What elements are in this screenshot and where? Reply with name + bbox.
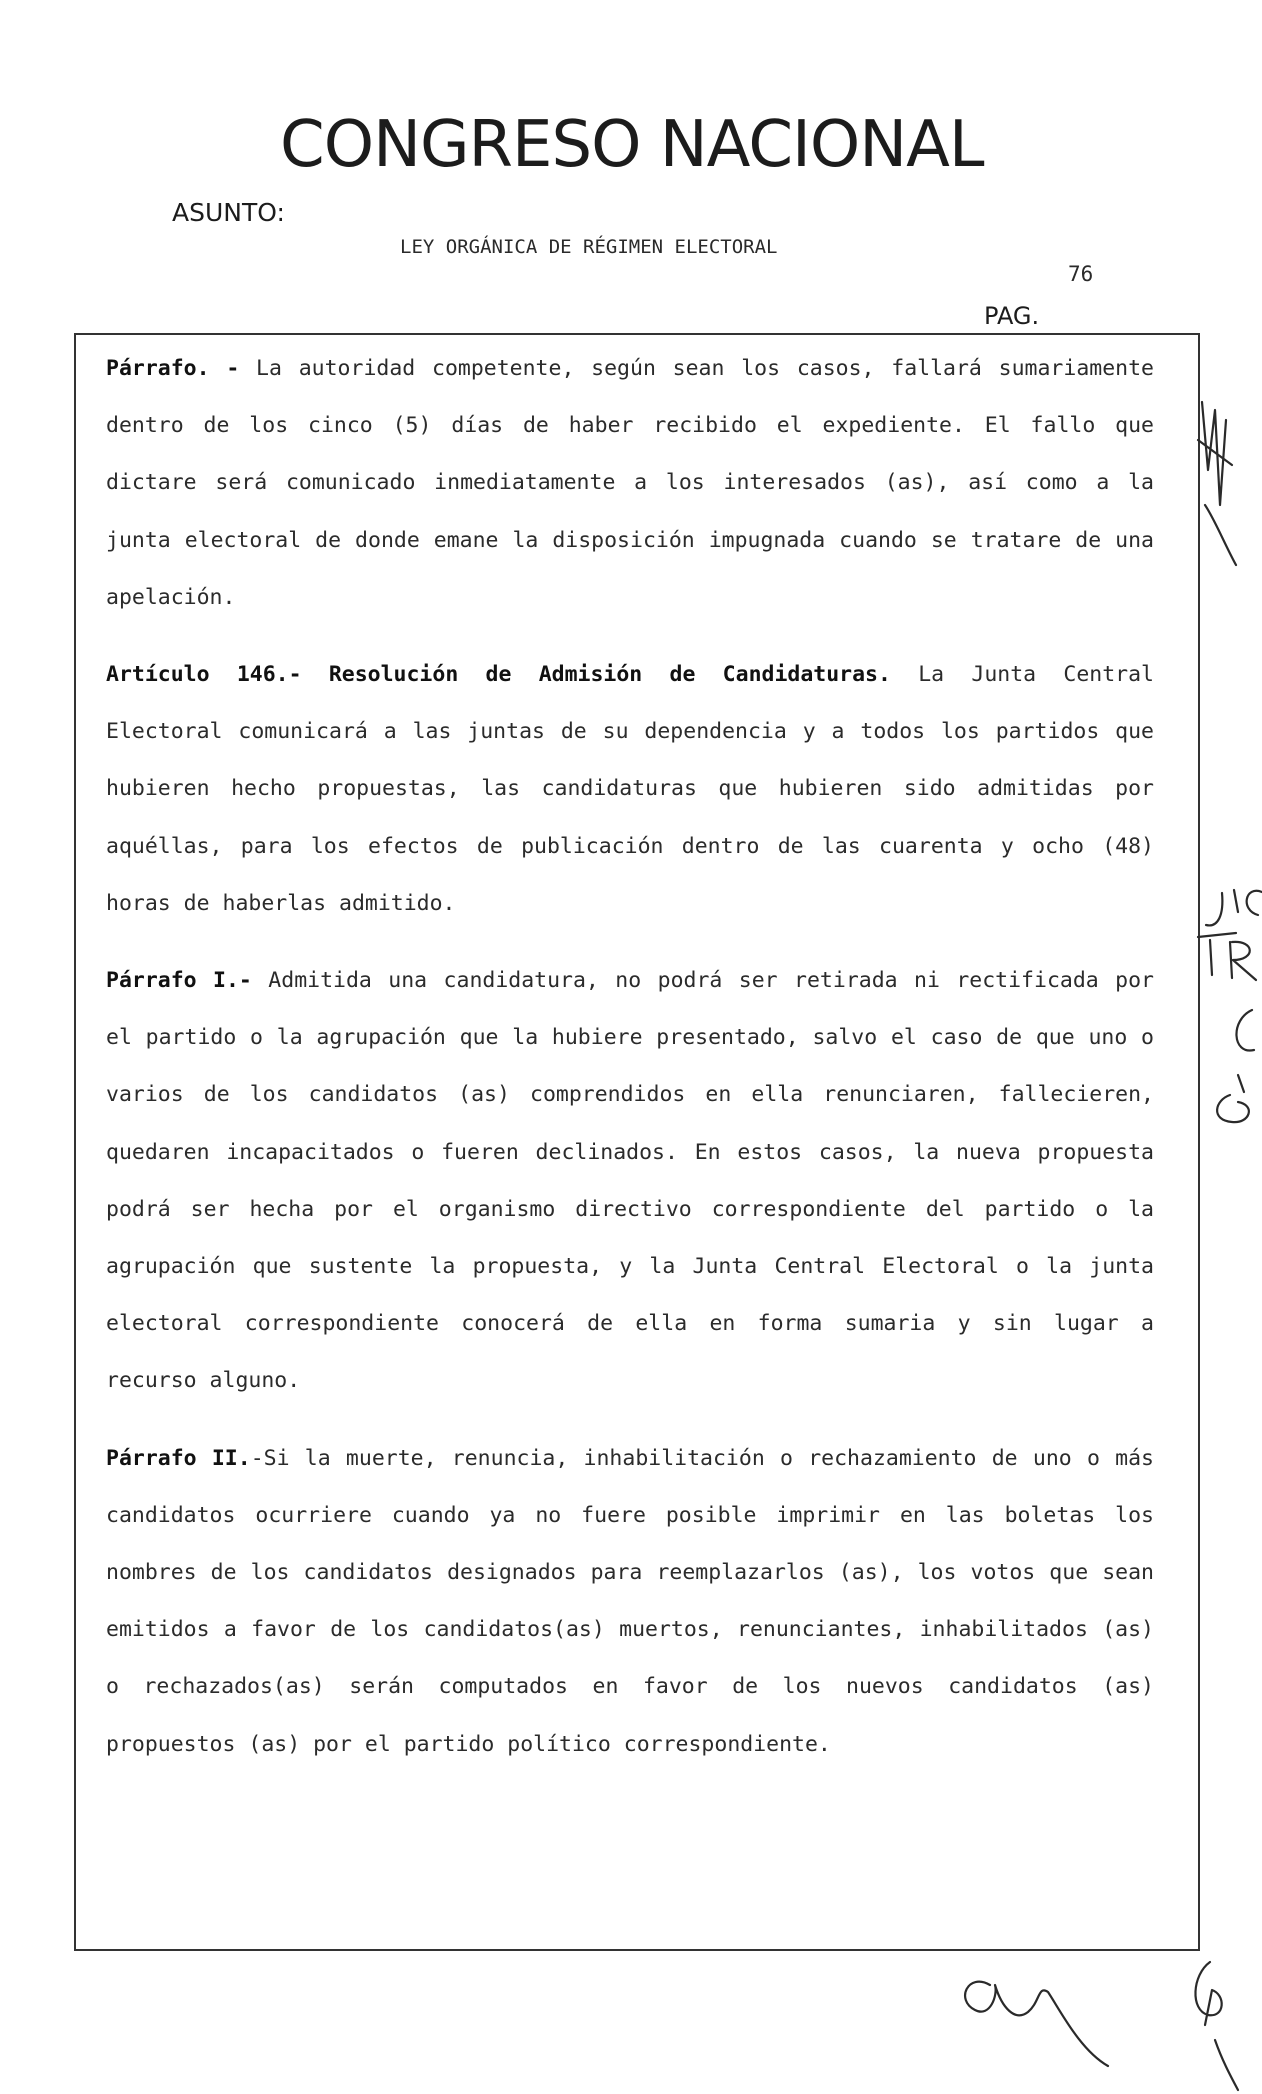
paragraph-heading: Párrafo I.-: [106, 968, 252, 994]
paragraph-heading: Párrafo II.: [106, 1445, 251, 1471]
initials-bottom-right: [1195, 1962, 1238, 2090]
document-body: [106, 340, 1154, 1773]
page-label: PAG.: [984, 302, 1040, 330]
paragraph-parrafo-i: [106, 952, 1154, 1410]
page-number: 76: [1068, 262, 1094, 286]
article-heading: Artículo 146.- Resolución de Admisión de Candidaturas.: [106, 662, 891, 688]
initials-signature-top: [1198, 402, 1236, 565]
initials-jc-ir: [1198, 890, 1262, 980]
paragraph-text: La Junta Central Electoral comunicará a las juntas de su dependencia y a todos los partidos que hubieren hecho propuestas, las candidaturas que hubieren sido admitidas por aquéllas, para los efectos de publicación dentro de las cuarenta y ocho (48) horas de haberlas admitido.: [106, 662, 1154, 916]
paragraph-text: La autoridad competente, según sean los casos, fallará sumariamente dentro de los cinco (5) días de haber recibido el expediente. El fallo que dictare será comunicado inmediatamente a los interesados (as), así como a la junta electoral de donde emane la disposición impugnada cuando se tratare de una apelación.: [106, 356, 1154, 610]
paragraph-articulo-146: [106, 646, 1154, 932]
document-subject: LEY ORGÁNICA DE RÉGIMEN ELECTORAL: [400, 236, 778, 258]
paragraph-parrafo-ii: [106, 1430, 1154, 1773]
paragraph-parrafo: [106, 340, 1154, 626]
paragraph-heading: Párrafo. -: [106, 356, 240, 381]
asunto-label: ASUNTO:: [172, 198, 285, 227]
letterhead-title: CONGRESO NACIONAL: [280, 108, 984, 182]
signature-bottom: [965, 1982, 1108, 2066]
paragraph-text: -Si la muerte, renuncia, inhabilitación o rechazamiento de uno o más candidatos ocurriere cuando ya no fuere posible imprimir en las boletas los nombres de los candidatos designados para reemplazarlos (as), los votos que sean emitidos a favor de los candidatos(as) muertos, renunciantes, inhabilitados (as) o rechazados(as) serán computados en favor de los nuevos candidatos (as) propuestos (as) por el partido político correspondiente.: [106, 1445, 1154, 1757]
paragraph-text: Admitida una candidatura, no podrá ser retirada ni rectificada por el partido o la agrupación que la hubiere presentado, salvo el caso de que uno o varios de los candidatos (as) comprendidos en ella renunciaren, fallecieren, quedaren incapacitados o fueren declinados. En estos casos, la nueva propuesta podrá ser hecha por el organismo directivo correspondiente del partido o la agrupación que sustente la propuesta, y la Junta Central Electoral o la junta electoral correspondiente conocerá de ella en forma sumaria y sin lugar a recurso alguno.: [106, 968, 1154, 1394]
initials-go: [1217, 1010, 1254, 1122]
